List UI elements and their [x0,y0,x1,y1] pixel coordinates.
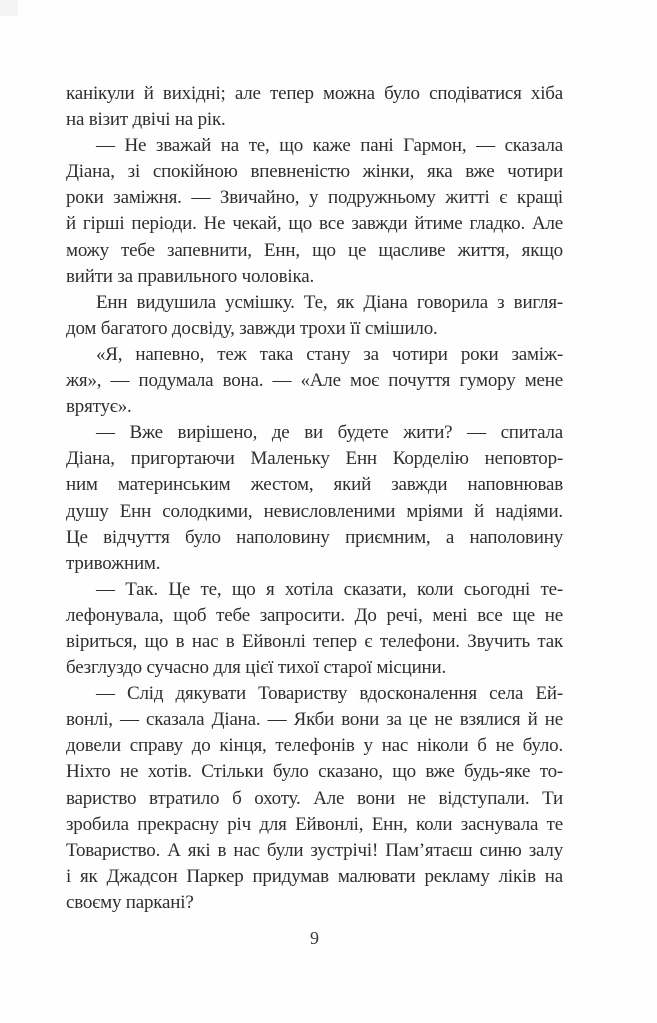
text-line: зробила прекрасну річ для Ейвонлі, Енн, коли заснувала те [66,813,563,835]
text-line: довели справу до кінця, телефонів у нас ніколи б не було. [66,735,563,757]
corner-artifact [0,0,18,16]
text-line: ним материнським жестом, який завжди наповнював [66,474,563,496]
text-line: Діана, зі спокійною впевненістю жінки, яка вже чотири [66,161,563,183]
text-line: душу Енн солодкими, невисловленими мріями й надіями. [66,500,563,522]
paragraph [66,133,563,290]
paragraph [66,81,563,133]
text-line: віриться, що в нас в Ейвонлі тепер є телефони. Звучить так [66,630,563,652]
text-line: лефонувала, щоб тебе запросити. До речі, мені все ще не [66,604,563,626]
text-line: Діана, пригортаючи Маленьку Енн Корделію неповтор- [66,448,563,470]
text-line: врятує». [66,396,132,418]
text-line: Ніхто не хотів. Стільки було сказано, що вже будь-яке то- [66,761,563,783]
paragraph [66,577,563,681]
text-line: роки заміжня. — Звичайно, у подружньому житті є кращі [66,187,563,209]
paragraph [66,342,563,420]
text-line: Енн видушила усмішку. Те, як Діана говорила з вигля- [96,291,563,313]
paragraph [66,681,563,916]
text-line: можу тебе запевнити, Енн, що це щасливе життя, якщо [66,239,563,261]
text-line: на візит двічі на рік. [66,109,226,131]
text-line: — Так. Це те, що я хотіла сказати, коли сьогодні те- [96,578,563,600]
text-line: вийти за правильного чоловіка. [66,265,315,287]
text-line: і як Джадсон Паркер придумав малювати рекламу ліків на [66,865,563,887]
page-text-block [66,81,563,916]
text-line: вонлі, — сказала Діана. — Якби вони за це не взялися й не [66,709,563,731]
text-line: й гірші періоди. Не чекай, що все завжди йтиме гладко. Але [66,213,563,235]
text-line: жя», — подумала вона. — «Але моє почуття гумору мене [66,370,563,392]
page-number: 9 [310,928,319,948]
text-line: — Вже вирішено, де ви будете жити? — спитала [96,422,563,444]
text-line: Це відчуття було наполовину приємним, а наполовину [66,526,563,548]
text-line: — Не зважай на те, що каже пані Гармон, — сказала [96,135,563,157]
text-line: тривожним. [66,552,161,574]
paragraph [66,420,563,577]
text-line: Товариство. А які в нас були зустрічі! Пам’ятаєш синю залу [66,839,563,861]
text-line: «Я, напевно, теж така стану за чотири роки заміж- [96,343,563,365]
text-line: вариство втратило б охоту. Але вони не відступали. Ти [66,787,563,809]
text-line: дом багатого досвіду, завжди трохи її смішило. [66,317,438,339]
paragraph [66,290,563,342]
text-line: безглуздо сучасно для цієї тихої старої місцини. [66,657,447,679]
text-line: канікули й вихідні; але тепер можна було сподіватися хіба [66,83,563,104]
text-line: — Слід дякувати Товариству вдосконалення села Ей- [96,683,563,705]
text-line: своєму паркані? [66,891,194,913]
